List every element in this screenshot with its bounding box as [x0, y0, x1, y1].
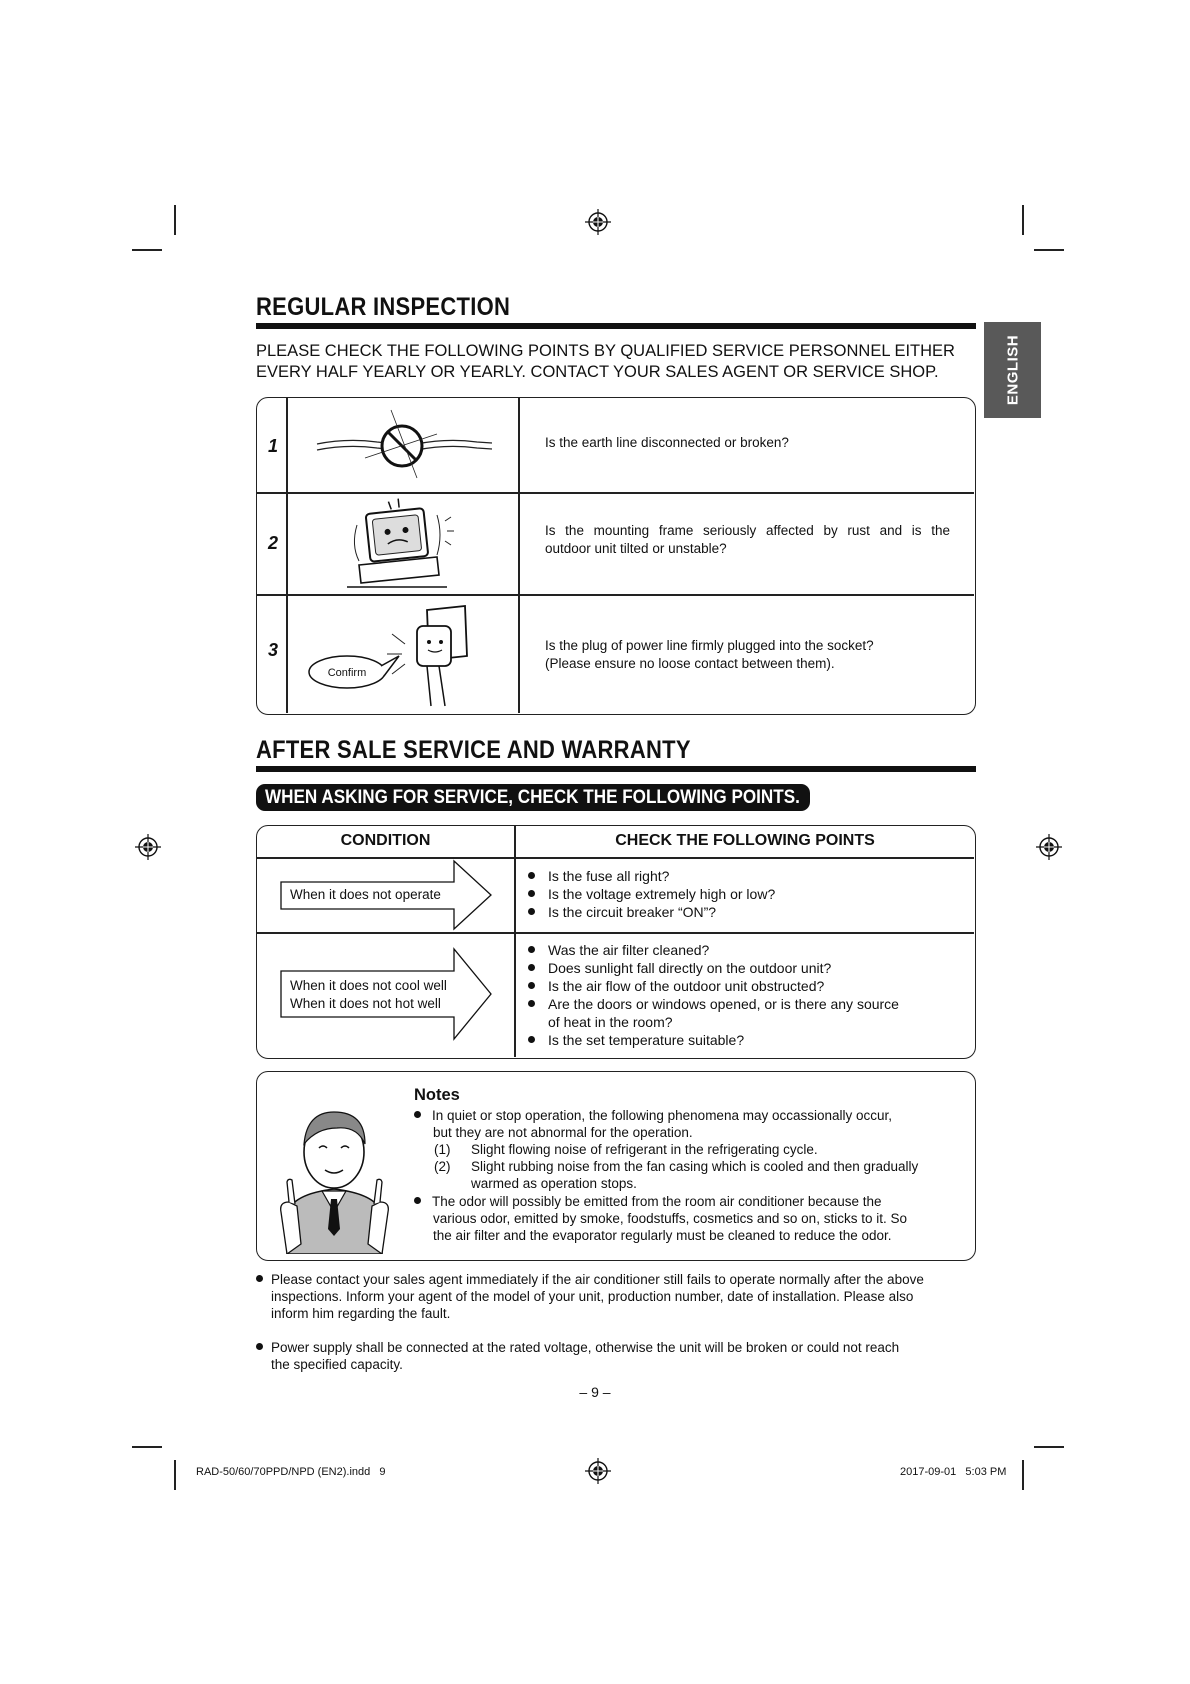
- item-text-line: Is the plug of power line firmly plugged into the socket?: [545, 638, 874, 653]
- item-number: 2: [268, 533, 279, 553]
- plug-socket-icon: [287, 596, 517, 714]
- check-point: [528, 941, 709, 959]
- note-line: Slight rubbing noise from the fan casing which is cooled and then gradually: [471, 1159, 919, 1174]
- tilted-outdoor-unit-icon: [287, 495, 517, 593]
- condition-label: [290, 977, 447, 1013]
- check-point-text: Is the fuse all right?: [548, 868, 670, 884]
- crop-mark: [174, 1460, 176, 1490]
- check-point: [548, 1013, 673, 1031]
- footer-line: inform him regarding the fault.: [271, 1306, 451, 1321]
- section-rule: [256, 766, 976, 772]
- notes-box: [256, 1071, 976, 1261]
- crop-mark: [1022, 205, 1024, 235]
- check-point: [528, 903, 716, 921]
- condition-line: When it does not hot well: [290, 996, 441, 1011]
- note-text: The odor will possibly be emitted from the room air conditioner because the: [432, 1194, 882, 1209]
- column-header-check: CHECK THE FOLLOWING POINTS: [615, 832, 875, 849]
- note-line: warmed as operation stops.: [471, 1176, 637, 1191]
- item-text-line: Is the mounting frame seriously affected by rust and is the: [545, 523, 950, 538]
- check-point-text: Is the circuit breaker “ON”?: [548, 904, 717, 920]
- note-bullet: [414, 1193, 881, 1210]
- crop-mark: [1034, 249, 1064, 251]
- section-rule: [256, 323, 976, 329]
- item-text-line: Is the earth line disconnected or broken?: [545, 435, 789, 450]
- footer-text: Please contact your sales agent immediately if the air conditioner still fails to operate normally after the above: [271, 1272, 924, 1287]
- section-title-regular-inspection: REGULAR INSPECTION: [256, 293, 511, 321]
- crop-mark: [132, 249, 162, 251]
- divider: [257, 932, 974, 934]
- note-sub-number: (1): [434, 1142, 451, 1157]
- check-point: [528, 867, 669, 885]
- footer-line: the specified capacity.: [271, 1357, 403, 1372]
- check-point-text: Does sunlight fall directly on the outdoor unit?: [548, 960, 832, 976]
- inspection-table: [256, 397, 976, 715]
- registration-mark-icon: [585, 209, 611, 235]
- check-point-text: Is the set temperature suitable?: [548, 1032, 745, 1048]
- item-number: 1: [268, 436, 279, 456]
- intro-line: PLEASE CHECK THE FOLLOWING POINTS BY QUALIFIED SERVICE PERSONNEL EITHER: [256, 342, 955, 360]
- man-pointing-icon: [267, 1094, 402, 1254]
- registration-mark-icon: [135, 834, 161, 860]
- note-bullet: [414, 1107, 957, 1124]
- note-line: various odor, emitted by smoke, foodstuffs, cosmetics and so on, sticks to it. So: [433, 1211, 907, 1226]
- inspection-item-text: [545, 434, 789, 452]
- language-tab: [984, 322, 1041, 418]
- note-line: the air filter and the evaporator regularly must be cleaned to reduce the odor.: [433, 1228, 892, 1243]
- note-text: In quiet or stop operation, the following phenomena may occassionally occur,: [432, 1108, 893, 1123]
- footer-bullet: [256, 1339, 899, 1356]
- check-point: [528, 977, 824, 995]
- check-point: [528, 885, 775, 903]
- print-file-info: RAD-50/60/70PPD/NPD (EN2).indd 9: [196, 1466, 386, 1478]
- crop-mark: [1034, 1446, 1064, 1448]
- broken-earth-line-icon: [287, 400, 517, 492]
- note-line: Slight flowing noise of refrigerant in the refrigerating cycle.: [471, 1142, 818, 1157]
- page-number: – 9 –: [579, 1384, 611, 1400]
- language-tab-label: ENGLISH: [1004, 334, 1021, 406]
- note-sub-number: (2): [434, 1159, 451, 1174]
- check-point: [528, 959, 831, 977]
- check-point-text: Are the doors or windows opened, or is there any source: [548, 996, 899, 1012]
- section-title-after-sale: AFTER SALE SERVICE AND WARRANTY: [256, 736, 691, 764]
- footer-line: inspections. Inform your agent of the model of your unit, production number, date of installation. Please also: [271, 1289, 914, 1304]
- registration-mark-icon: [1036, 834, 1062, 860]
- crop-mark: [1022, 1460, 1024, 1490]
- crop-mark: [132, 1446, 162, 1448]
- item-text-line: outdoor unit tilted or unstable?: [545, 541, 727, 556]
- check-point-text: Was the air filter cleaned?: [548, 942, 710, 958]
- service-check-table: [256, 825, 976, 1059]
- divider: [257, 492, 974, 494]
- crop-mark: [174, 205, 176, 235]
- item-number: 3: [268, 640, 279, 660]
- check-point-text: of heat in the room?: [548, 1014, 673, 1030]
- print-date-info: 2017-09-01 5:03 PM: [900, 1466, 1007, 1478]
- footer-text: Power supply shall be connected at the rated voltage, otherwise the unit will be broken or could not reach: [271, 1340, 900, 1355]
- condition-line: When it does not cool well: [290, 978, 447, 993]
- notes-title: Notes: [414, 1086, 460, 1104]
- check-point-text: Is the voltage extremely high or low?: [548, 886, 776, 902]
- intro-text: [256, 341, 976, 383]
- registration-mark-icon: [585, 1458, 611, 1484]
- inspection-item-text: [545, 637, 874, 673]
- check-point: [528, 1031, 744, 1049]
- condition-label: When it does not operate: [290, 887, 441, 902]
- check-point: [528, 995, 899, 1013]
- service-banner-text: WHEN ASKING FOR SERVICE, CHECK THE FOLLOWING POINTS.: [265, 787, 800, 808]
- inspection-item-text: [545, 522, 950, 558]
- item-text-line: (Please ensure no loose contact between them).: [545, 656, 835, 671]
- column-header-condition: CONDITION: [340, 832, 431, 849]
- divider: [514, 826, 516, 1057]
- intro-line: EVERY HALF YEARLY OR YEARLY. CONTACT YOUR SALES AGENT OR SERVICE SHOP.: [256, 363, 939, 381]
- divider: [518, 398, 520, 713]
- note-line: but they are not abnormal for the operation.: [433, 1125, 693, 1140]
- service-banner: [256, 784, 810, 811]
- check-point-text: Is the air flow of the outdoor unit obstructed?: [548, 978, 825, 994]
- footer-bullet: [256, 1271, 924, 1288]
- confirm-label: Confirm: [327, 667, 367, 679]
